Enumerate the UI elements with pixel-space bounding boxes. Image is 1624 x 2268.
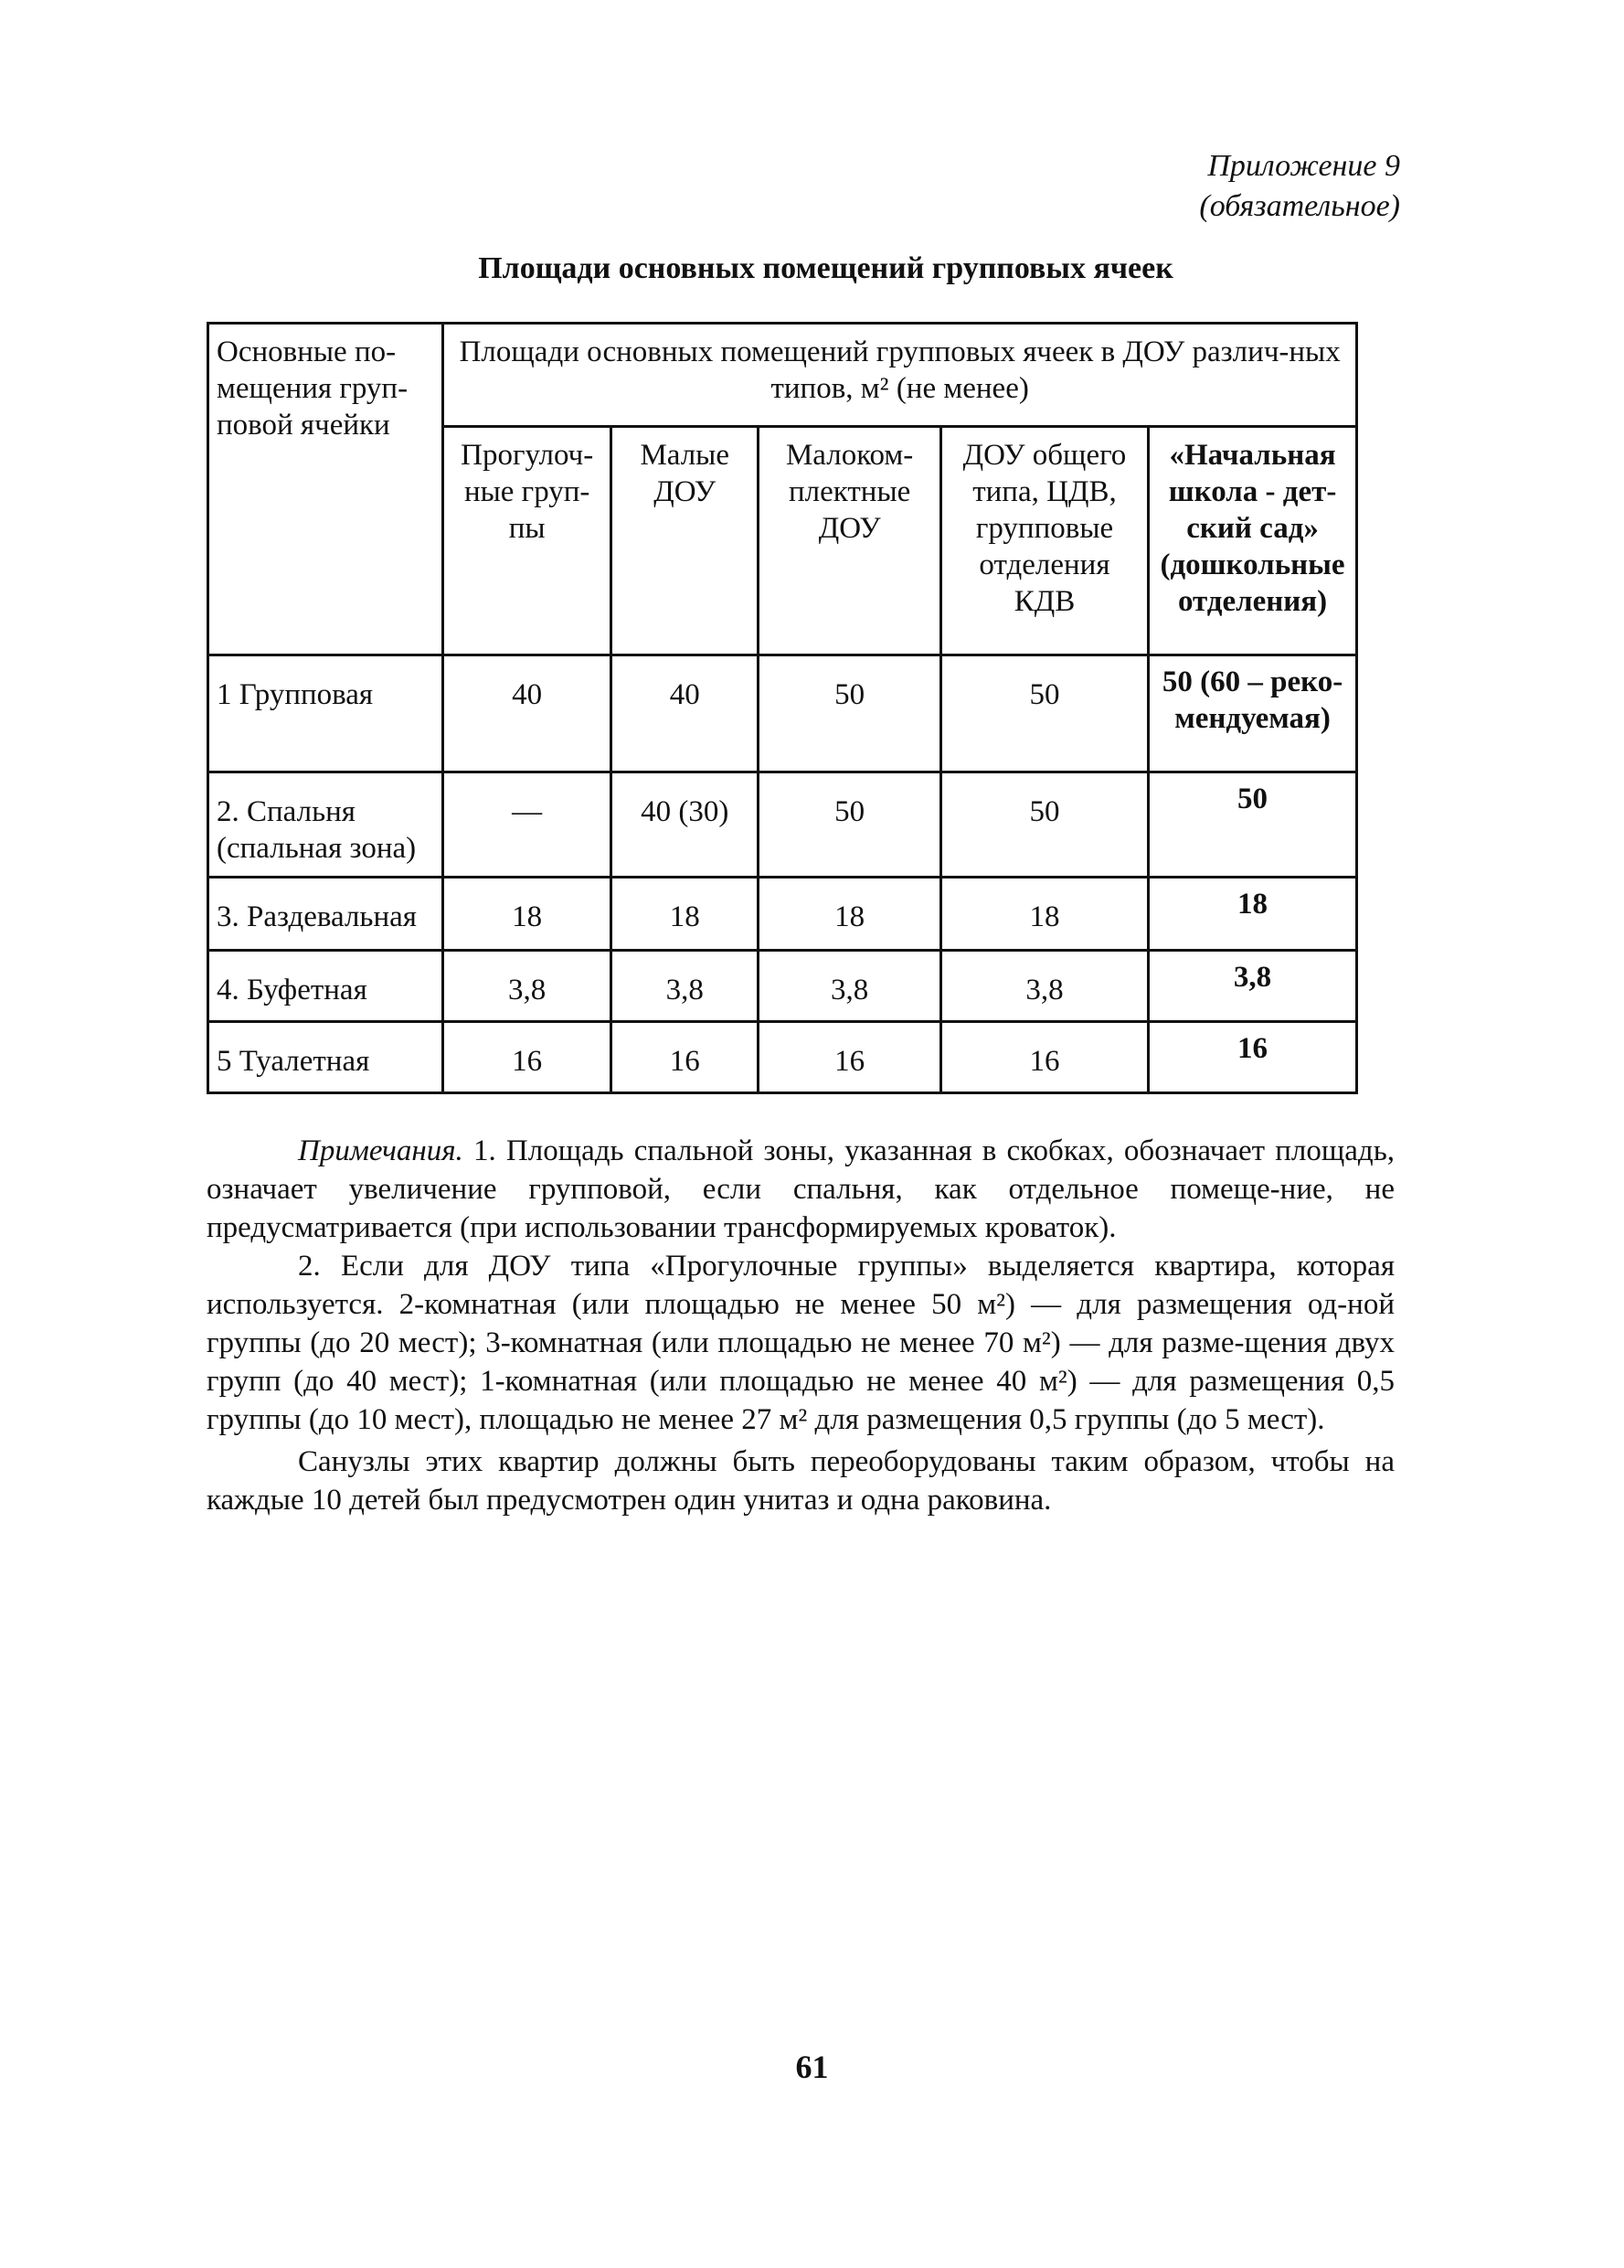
table-cell: 16 — [940, 1022, 1148, 1093]
table-cell: 18 — [611, 878, 759, 951]
table-header-row — [208, 324, 1357, 427]
table-cell: 16 — [443, 1022, 611, 1093]
appendix-status: (обязательное) — [1199, 189, 1400, 223]
table-cell: 18 — [1149, 878, 1357, 951]
column-header: ДОУ общего типа, ЦДВ, групповые отделения КДВ — [940, 427, 1148, 655]
row-name: 1 Групповая — [208, 655, 443, 772]
corner-header: Основные по-мещения груп-повой ячейки — [208, 324, 443, 655]
areas-table — [207, 322, 1358, 1094]
table-cell: 40 — [443, 655, 611, 772]
column-header: «Начальная школа - дет-ский сад» (дошкольные отделения) — [1149, 427, 1357, 655]
note-text: 1. Площадь спальной зоны, указанная в скобках, обозначает площадь, означает увеличение групповой, если спальня, как отдельное помеще-ние, не предусматривается (при использовании трансформируемых кроваток). — [207, 1134, 1395, 1244]
notes-section — [207, 1132, 1395, 1519]
note-paragraph — [207, 1132, 1395, 1247]
table-row — [208, 655, 1357, 772]
column-header: Малоком-плектные ДОУ — [759, 427, 940, 655]
table-cell: 50 (60 – реко-мендуемая) — [1149, 655, 1357, 772]
table-cell: 40 (30) — [611, 772, 759, 878]
page-number: 61 — [795, 2049, 829, 2085]
table-cell: 18 — [443, 878, 611, 951]
table-cell: — — [443, 772, 611, 878]
appendix-label — [1199, 146, 1400, 227]
column-header: Прогулоч-ные груп-пы — [443, 427, 611, 655]
page-title: Площади основных помещений групповых ячеек — [478, 251, 1173, 285]
notes-heading: Примечания. — [298, 1134, 463, 1167]
table-row — [208, 878, 1357, 951]
appendix-number: Приложение 9 — [1207, 149, 1400, 183]
table-cell: 50 — [1149, 772, 1357, 878]
row-name: 3. Раздевальная — [208, 878, 443, 951]
table-cell: 40 — [611, 655, 759, 772]
table-cell: 50 — [940, 655, 1148, 772]
column-header: Малые ДОУ — [611, 427, 759, 655]
row-name: 2. Спальня (спальная зона) — [208, 772, 443, 878]
table-cell: 3,8 — [759, 951, 940, 1022]
table-row — [208, 951, 1357, 1022]
table-row — [208, 772, 1357, 878]
table-cell: 50 — [759, 772, 940, 878]
table-cell: 3,8 — [1149, 951, 1357, 1022]
table-cell: 16 — [1149, 1022, 1357, 1093]
table-cell: 3,8 — [940, 951, 1148, 1022]
table-cell: 3,8 — [611, 951, 759, 1022]
table-cell: 16 — [759, 1022, 940, 1093]
table-row — [208, 1022, 1357, 1093]
note-paragraph: Санузлы этих квартир должны быть переоборудованы таким образом, чтобы на каждые 10 детей был предусмотрен один унитаз и одна раковина. — [207, 1445, 1395, 1517]
group-header: Площади основных помещений групповых ячеек в ДОУ различ-ных типов, м² (не менее) — [443, 324, 1357, 427]
table-cell: 18 — [759, 878, 940, 951]
table-cell: 18 — [940, 878, 1148, 951]
table-cell: 50 — [940, 772, 1148, 878]
table-cell: 16 — [611, 1022, 759, 1093]
table-cell: 3,8 — [443, 951, 611, 1022]
row-name: 4. Буфетная — [208, 951, 443, 1022]
row-name: 5 Туалетная — [208, 1022, 443, 1093]
note-paragraph: 2. Если для ДОУ типа «Прогулочные группы» выделяется квартира, которая используется. 2-комнатная (или площадью не менее 50 м²) — для размещения од-ной группы (до 20 мест); 3-комнатная (или площадью не менее 70 м²) — для разме-щения двух групп (до 40 мест); 1-комнатная (или площадью не менее 40 м²) — для размещения 0,5 группы (до 10 мест), площадью не менее 27 м² для размещения 0,5 группы (до 5 мест). — [207, 1250, 1395, 1436]
table-cell: 50 — [759, 655, 940, 772]
